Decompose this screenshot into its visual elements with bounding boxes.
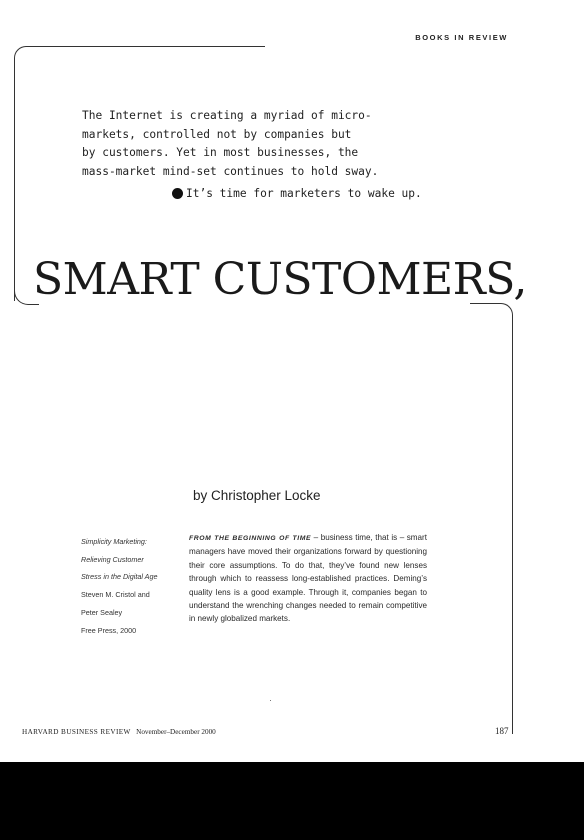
speck xyxy=(270,700,271,701)
pull-quote-tagline xyxy=(172,187,422,200)
book-title-line: Relieving Customer xyxy=(81,554,144,564)
bullet-dot-icon xyxy=(172,188,183,199)
pull-quote xyxy=(82,107,442,181)
book-title-line: Stress in the Digital Age xyxy=(81,572,158,582)
book-title-line: Simplicity Marketing: xyxy=(81,537,147,546)
pull-quote-line: markets, controlled not by companies but xyxy=(82,127,352,141)
page-footer xyxy=(22,728,216,736)
footer-date: November–December 2000 xyxy=(136,728,216,736)
article-headline: SMART CUSTOMERS, xyxy=(33,254,527,305)
decorative-frame-right xyxy=(470,303,513,734)
book-publisher: Free Press, 2000 xyxy=(81,625,137,635)
scan-border-bar xyxy=(0,762,584,840)
footer-publication: HARVARD BUSINESS REVIEW xyxy=(22,728,131,736)
pull-quote-line: The Internet is creating a myriad of micro- xyxy=(82,109,372,122)
byline: by Christopher Locke xyxy=(193,488,321,503)
section-label: BOOKS IN REVIEW xyxy=(415,33,508,42)
body-paragraph: – business time, that is – smart managers have moved their organizations forward by questioning their core assumptions. To do that, they’ve found new lenses through which to reassess long-established practices. Deming’s quality lens is a good example. Through it, companies began to understand the wrenching changes needed to remain competitive in newly globalized markets. xyxy=(189,533,427,624)
tagline-text: It’s time for marketers to wake up. xyxy=(186,187,422,200)
page-number: 187 xyxy=(495,726,509,736)
body-lead-in: FROM THE BEGINNING OF TIME xyxy=(189,535,312,542)
book-author-line: Peter Sealey xyxy=(81,607,123,617)
book-author-line: Steven M. Cristol and xyxy=(81,590,150,600)
pull-quote-line: mass-market mind-set continues to hold sway. xyxy=(82,164,379,178)
article-body xyxy=(189,531,427,626)
book-citation xyxy=(81,533,186,639)
pull-quote-line: by customers. Yet in most businesses, the xyxy=(82,146,359,159)
